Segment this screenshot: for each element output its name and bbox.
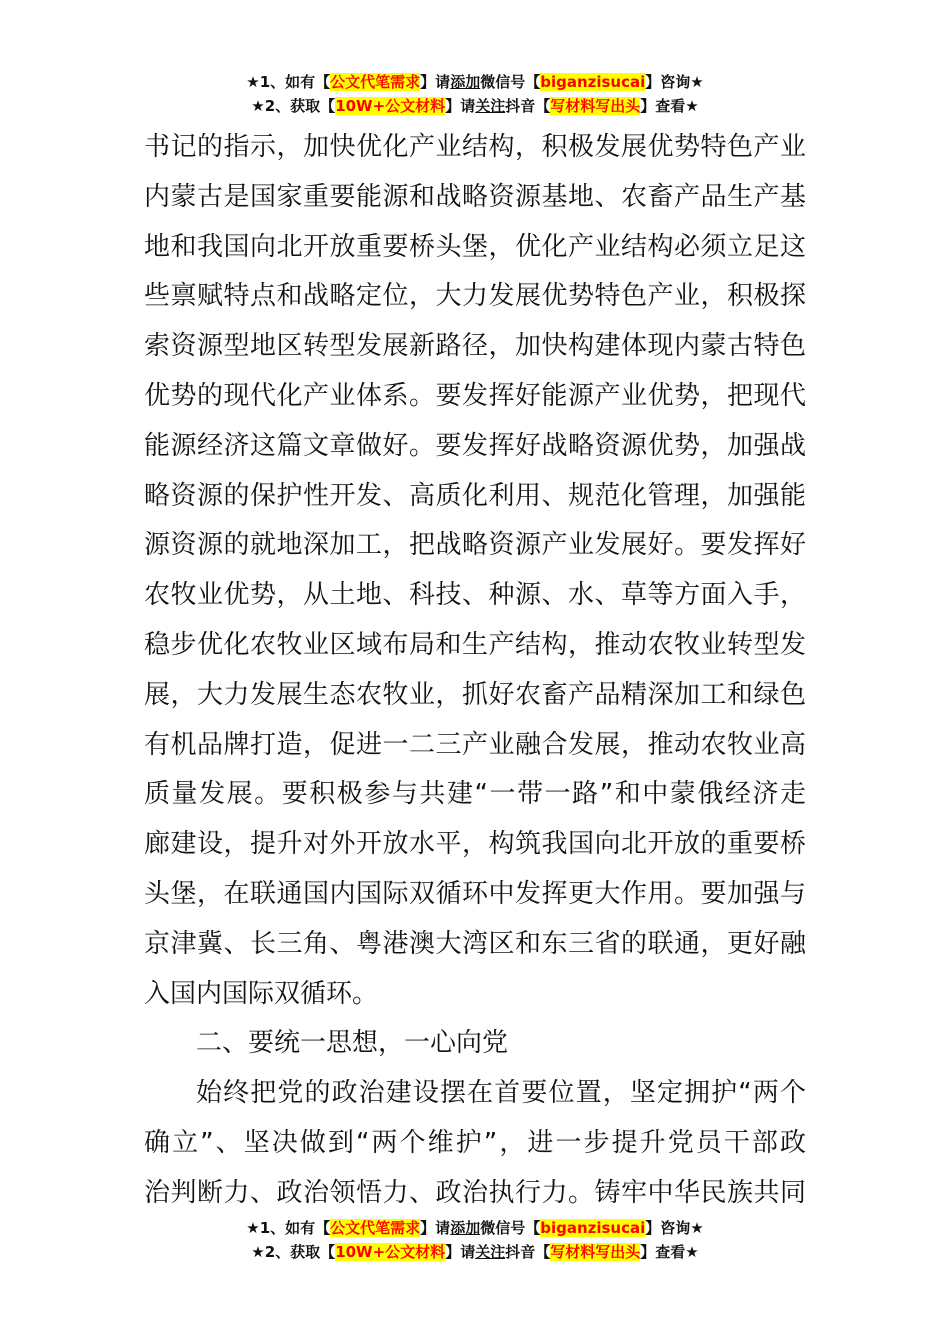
banner-line-2: [0, 1240, 950, 1264]
banner-text: 】请: [445, 97, 476, 115]
banner-text: 抖音【: [505, 97, 551, 115]
wechat-id: biganzisucai: [540, 73, 646, 91]
document-body: [144, 123, 806, 1219]
banner-text: 】查看★: [640, 1243, 699, 1261]
body-line: 索资源型地区转型发展新路径，加快构建体现内蒙古特色: [144, 331, 806, 362]
body-line: 确立”、坚决做到“两个维护”，进一步提升党员干部政: [144, 1127, 806, 1158]
highlight-text: 公文代笔需求: [330, 1219, 421, 1237]
banner-text: 抖音【: [505, 1243, 551, 1261]
highlight-text: 10W+公文材料: [335, 97, 446, 115]
body-line: 能源经济这篇文章做好。要发挥好战略资源优势，加强战: [144, 430, 806, 461]
body-line: 书记的指示，加快优化产业结构，积极发展优势特色产业: [144, 132, 806, 162]
body-line: 地和我国向北开放重要桥头堡，优化产业结构必须立足这: [144, 231, 806, 262]
banner-text: ★1、如有【: [246, 73, 331, 91]
body-line: 入国内国际双循环。: [144, 978, 379, 1009]
body-line: 展，大力发展生态农牧业，抓好农畜产品精深加工和绿色: [144, 679, 806, 710]
banner-text: 】查看★: [640, 97, 699, 115]
banner-text: 微信号【: [480, 73, 541, 91]
banner-text: ★2、获取【: [251, 97, 336, 115]
underlined-text: 添加: [450, 1219, 481, 1237]
banner-line-1: [0, 1216, 950, 1240]
banner-text: 微信号【: [480, 1219, 541, 1237]
body-line: 质量发展。要积极参与共建“一带一路”和中蒙俄经济走: [144, 779, 806, 810]
underlined-text: 关注: [475, 97, 506, 115]
body-line: 些禀赋特点和战略定位，大力发展优势特色产业，积极探: [144, 281, 806, 312]
body-line: 治判断力、政治领悟力、政治执行力。铸牢中华民族共同: [144, 1177, 806, 1208]
body-line: 京津冀、长三角、粤港澳大湾区和东三省的联通，更好融: [144, 928, 806, 959]
body-line: 廊建设，提升对外开放水平，构筑我国向北开放的重要桥: [144, 829, 806, 860]
banner-text: ★1、如有【: [246, 1219, 331, 1237]
body-line: 源资源的就地深加工，把战略资源产业发展好。要发挥好: [144, 530, 806, 561]
body-line: 稳步优化农牧业区域布局和生产结构，推动农牧业转型发: [144, 629, 806, 660]
section-heading: 二、要统一思想，一心向党: [196, 1028, 509, 1059]
banner-text: 】咨询★: [645, 1219, 704, 1237]
underlined-text: 添加: [450, 73, 481, 91]
body-line: 优势的现代化产业体系。要发挥好能源产业优势，把现代: [144, 380, 806, 411]
body-line: 头堡，在联通国内国际双循环中发挥更大作用。要加强与: [144, 878, 806, 909]
banner-text: 】请: [420, 73, 451, 91]
wechat-id: biganzisucai: [540, 1219, 646, 1237]
underlined-text: 关注: [475, 1243, 506, 1261]
body-line: 始终把党的政治建设摆在首要位置，坚定拥护“两个: [196, 1078, 806, 1109]
body-line: 内蒙古是国家重要能源和战略资源基地、农畜产品生产基: [144, 181, 806, 212]
banner-text: 】咨询★: [645, 73, 704, 91]
body-line: 农牧业优势，从土地、科技、种源、水、草等方面入手，: [144, 580, 806, 611]
footer-banner: [0, 1216, 950, 1264]
header-banner: [0, 70, 950, 118]
body-line: 有机品牌打造，促进一二三产业融合发展，推动农牧业高: [144, 729, 806, 760]
highlight-text: 公文代笔需求: [330, 73, 421, 91]
banner-text: 】请: [445, 1243, 476, 1261]
highlight-text: 10W+公文材料: [335, 1243, 446, 1261]
banner-text: 】请: [420, 1219, 451, 1237]
banner-text: ★2、获取【: [251, 1243, 336, 1261]
banner-line-2: [0, 94, 950, 118]
douyin-name: 写材料写出头: [550, 1243, 641, 1261]
douyin-name: 写材料写出头: [550, 97, 641, 115]
banner-line-1: [0, 70, 950, 94]
body-line: 略资源的保护性开发、高质化利用、规范化管理，加强能: [144, 480, 806, 511]
